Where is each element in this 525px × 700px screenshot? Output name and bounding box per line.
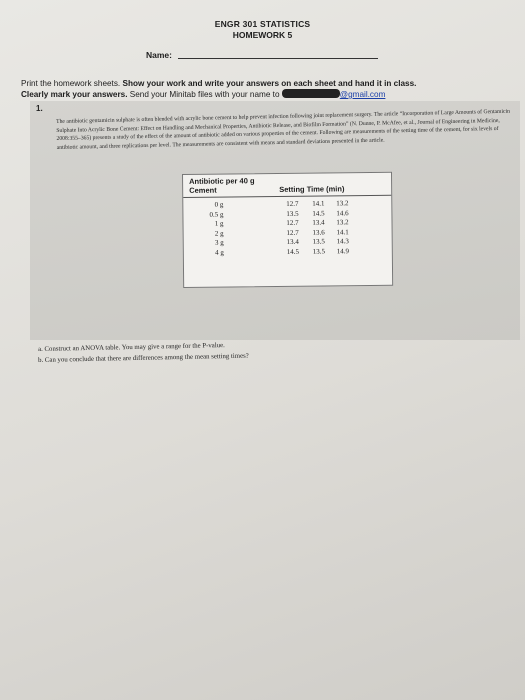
instructions-plain-2: Send your Minitab files with your name to [127,90,280,99]
course-title: ENGR 301 STATISTICS [214,19,311,29]
question-a: a. Construct an ANOVA table. You may give a range for the P-value. [38,342,225,353]
problem-number: 1. [36,104,43,113]
setting-time-value: 13.2 [336,199,349,208]
setting-time-value: 14.5 [286,247,299,256]
antibiotic-amount: 2 g [214,229,224,238]
name-label: Name: [146,50,172,60]
antibiotic-amount: 0 g [214,200,224,209]
setting-time-value: 13.5 [312,247,325,256]
redacted-email [282,89,340,98]
instructions-line-1 [21,79,416,88]
email-domain-link: @gmail.com [339,90,386,99]
antibiotic-amount: 0.5 g [209,210,224,219]
table-row [184,247,392,258]
setting-time-value: 13.6 [312,228,325,237]
setting-time-value: 13.4 [286,238,299,247]
setting-time-value: 14.3 [336,237,349,246]
setting-time-value: 13.4 [312,218,325,227]
setting-time-value: 14.9 [336,247,349,256]
setting-time-value: 13.5 [312,237,325,247]
antibiotic-amount: 4 g [215,248,224,257]
homework-title: HOMEWORK 5 [232,30,293,40]
table-header-time: Setting Time (min) [279,184,345,194]
antibiotic-amount: 1 g [214,219,224,228]
setting-time-value: 12.7 [286,199,299,208]
problem-paragraph: The antibiotic gentamicin sulphate is often blended with acrylic bone cement to help prevent infection following joint replacement surgery. The article “Incorporation of Large Amounts of Gentamicin Sulphate Into Acrylic Bone Cement: Effect on Handling and Mechanical Properties, Antibiotic Release, and Biofilm Formation” (N. Dunne, P. McAfee, et al., Journal of Engineering in Medicine, 2008:355–365) presents a study of the effect of the amount of antibiotic added on various properties of the cement. Following are measurements of the setting time of the cement, for six levels of antibiotic amount, and three replications per level. The measurements are consistent with means and standard deviations presented in the article. [56,108,511,151]
setting-time-value: 14.6 [336,208,349,217]
name-blank-line [178,58,378,59]
setting-time-value: 12.7 [286,218,299,228]
instructions-bold-1: Show your work and write your answers on each sheet and hand it in class. [122,79,417,88]
instructions-plain-1: Print the homework sheets. [21,79,123,88]
question-b: b. Can you conclude that there are differences among the mean setting times? [38,352,249,364]
setting-time-value: 14.1 [336,228,349,237]
instructions-line-2 [21,89,385,99]
setting-time-value: 12.7 [286,228,299,237]
table-header-rule [183,195,391,198]
setting-time-value: 13.2 [336,218,349,227]
instructions-bold-2: Clearly mark your answers. [21,90,128,99]
antibiotic-amount: 3 g [214,238,224,248]
setting-time-value: 13.5 [286,209,299,218]
data-table [182,172,393,288]
table-header-amount: Antibiotic per 40 g Cement [189,176,255,195]
setting-time-value: 14.1 [312,199,325,208]
setting-time-value: 14.5 [312,209,325,218]
